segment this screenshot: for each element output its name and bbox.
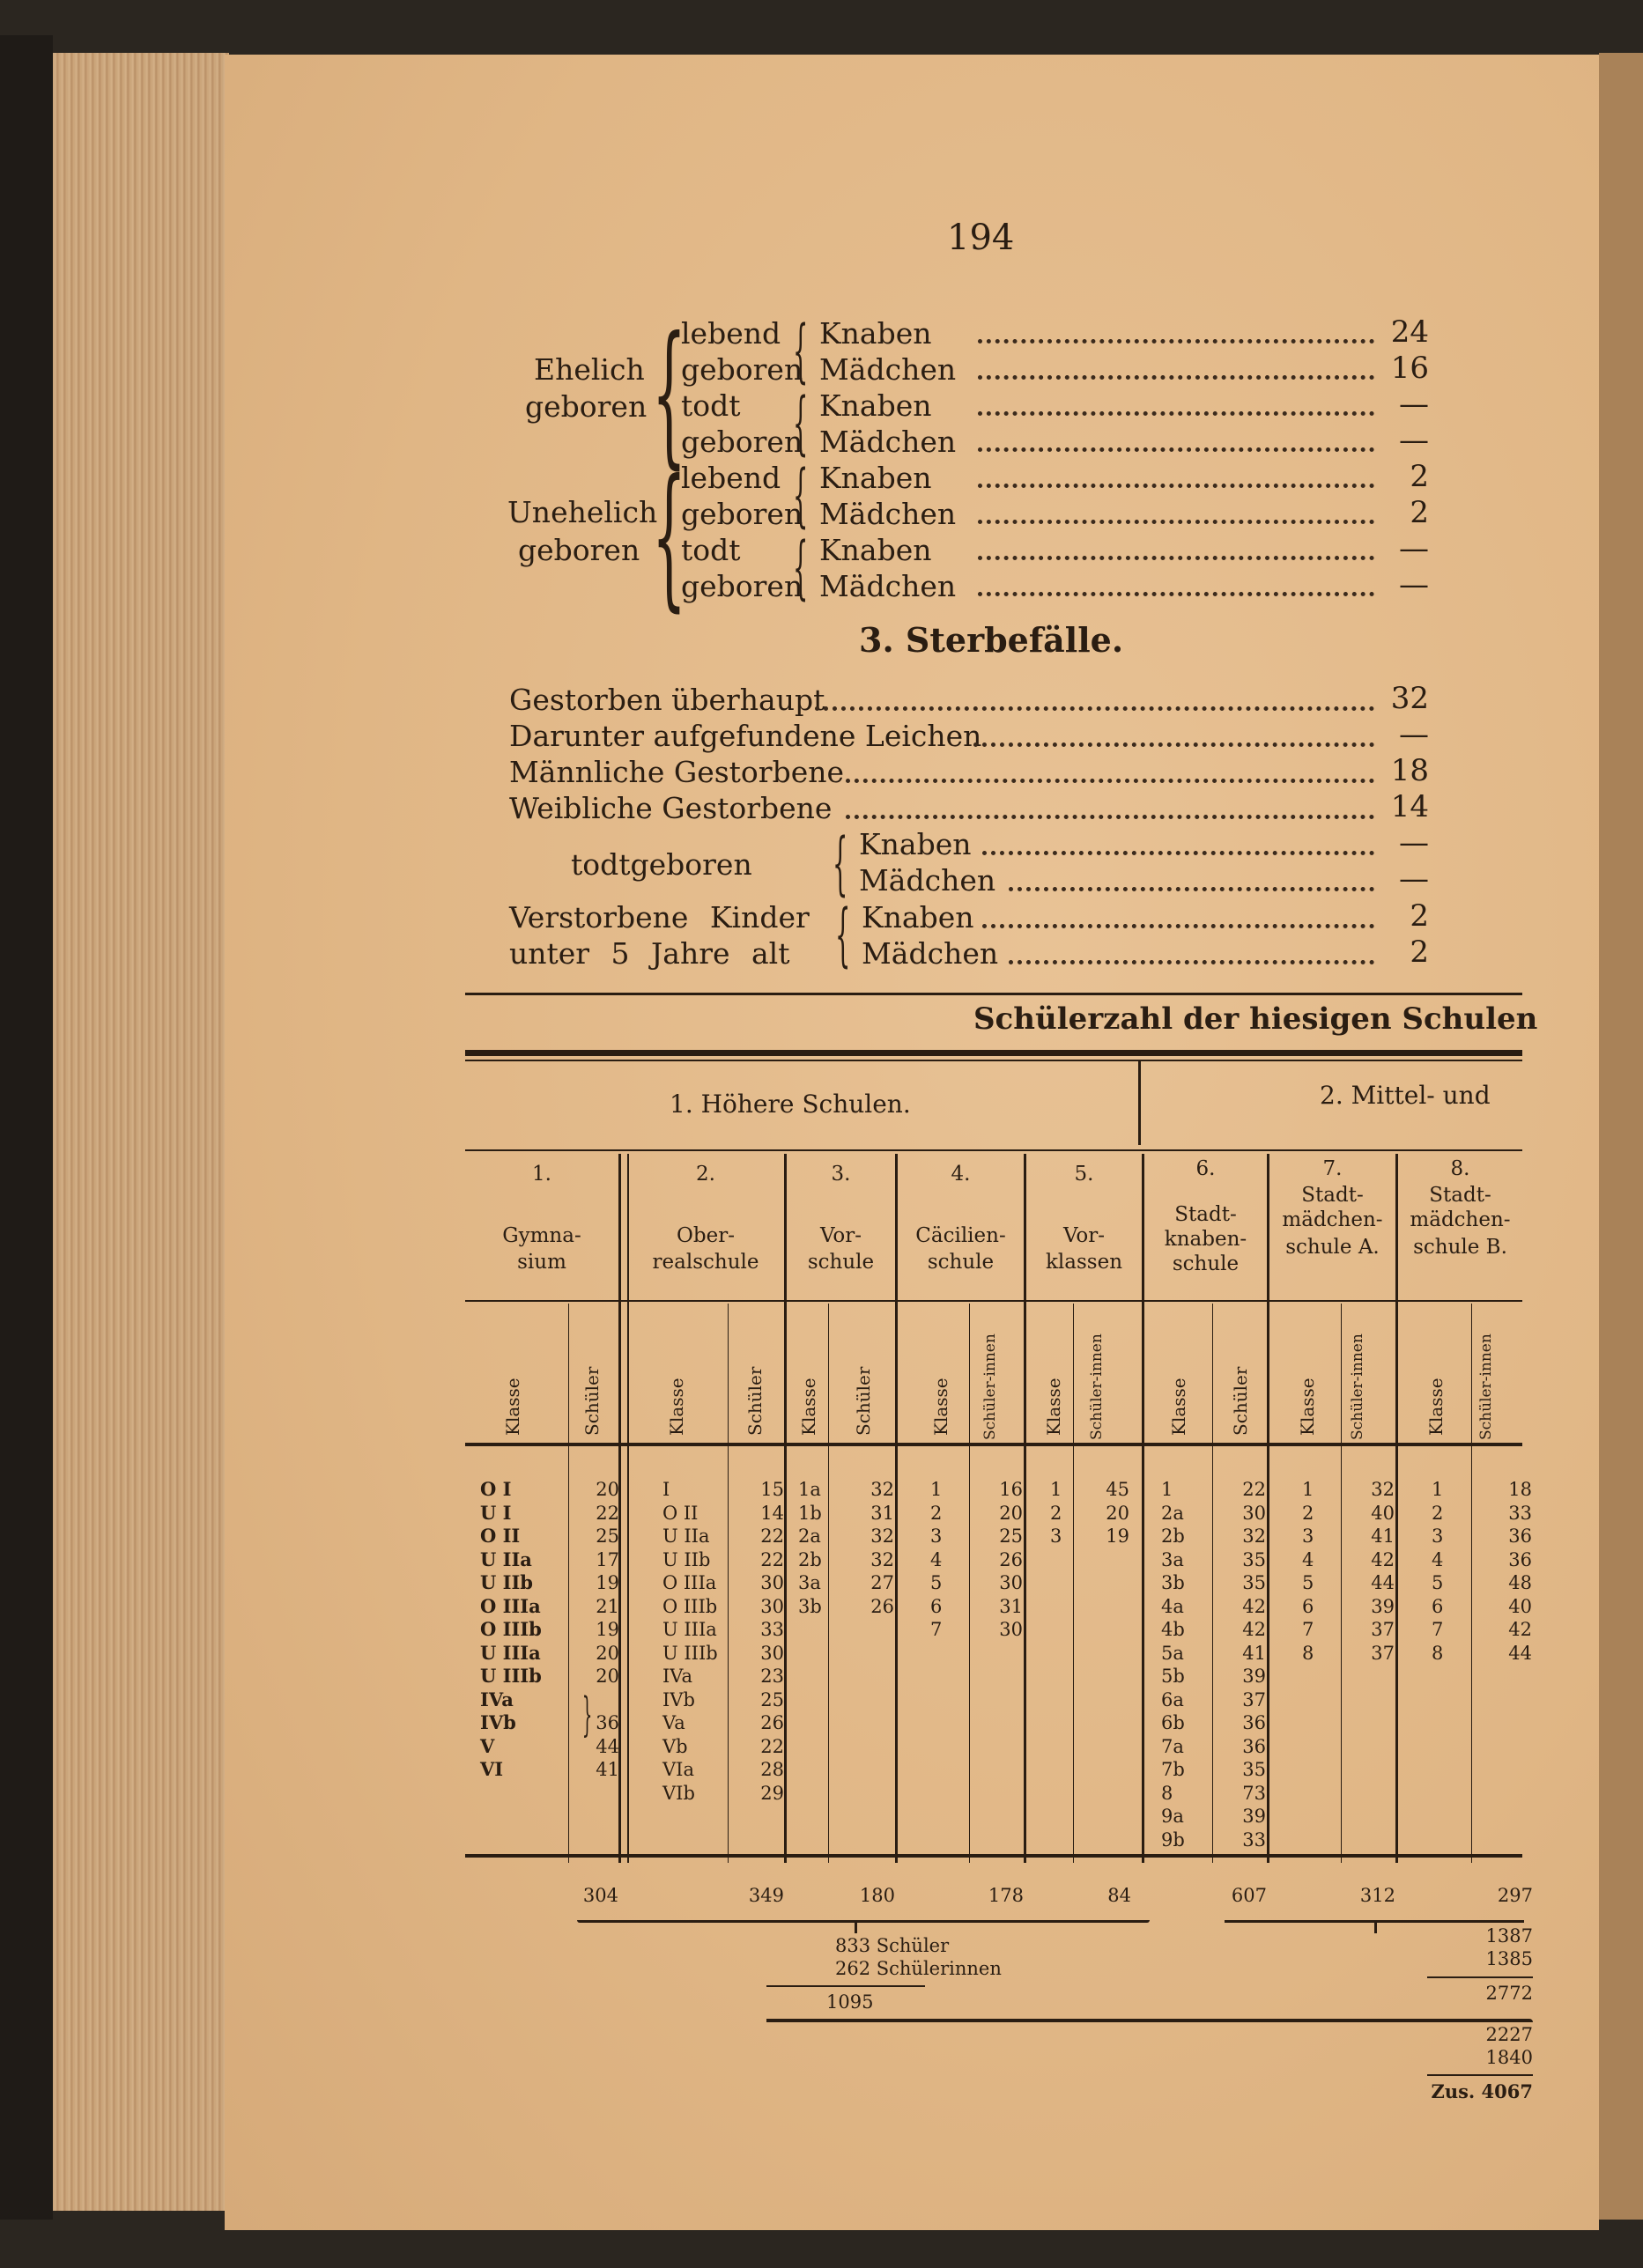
column-name: Gymna- (502, 1224, 581, 1247)
sub-divider (828, 1304, 829, 1863)
rule (465, 993, 1522, 995)
column-total: 312 (1359, 1885, 1395, 1906)
column-name: knaben- (1164, 1228, 1247, 1251)
column-divider (1267, 1154, 1269, 1863)
sex-label: Mädchen (859, 863, 996, 898)
sub-divider (1212, 1304, 1213, 1863)
column-number: 6. (1195, 1157, 1216, 1180)
column-total: 607 (1231, 1885, 1267, 1906)
sub-divider (969, 1304, 970, 1863)
value: — (1399, 825, 1429, 861)
right-sum: 1385 (1485, 1948, 1533, 1969)
sub-header-klasse: Klasse (1043, 1378, 1064, 1436)
sub-divider (1073, 1304, 1074, 1863)
value: — (1399, 423, 1429, 458)
column-name: Cäcilien- (915, 1224, 1006, 1247)
rule (465, 1060, 1522, 1061)
right-sum: 1840 (1485, 2047, 1533, 2068)
sex-label: Knaben (819, 461, 932, 495)
group-label: Ehelich (534, 352, 645, 387)
sub-header-klasse: Klasse (666, 1378, 687, 1436)
group-label: geboren (518, 533, 640, 567)
sex-label: Knaben (862, 900, 974, 935)
pupil-list: 20 22 25 17 19 21 19 20 20 36 44 41 (596, 1479, 619, 1780)
sub-header-klasse: Klasse (1297, 1378, 1318, 1436)
sex-label: Knaben (819, 533, 932, 567)
status-label: geboren (681, 569, 803, 603)
leader-dots (978, 339, 1374, 344)
death-label: Männliche Gestorbene (509, 755, 844, 789)
book-spine (0, 35, 53, 2220)
summation-brace (577, 1920, 1150, 1923)
sex-label: Knaben (819, 316, 932, 351)
value: 14 (1390, 789, 1429, 824)
sub-header-schueler: Schüler (853, 1366, 874, 1436)
sub-header-schuelerinnen: Schüler-innen (981, 1333, 999, 1440)
summation-brace (766, 2019, 1533, 2022)
pupil-list: 22 30 32 35 35 42 42 41 39 37 36 36 35 73 39 33 (1242, 1479, 1266, 1851)
class-list: 1 2 3 4 5 6 7 8 (1302, 1479, 1314, 1664)
column-name: schule A. (1285, 1236, 1380, 1259)
class-list: 1 2 3 4 5 6 7 (930, 1479, 943, 1640)
column-name: sium (517, 1251, 566, 1274)
sub-header-schuelerinnen: Schüler-innen (1088, 1333, 1106, 1440)
group-divider (1138, 1061, 1141, 1145)
brace: { (833, 824, 848, 904)
sum-rule (1427, 2074, 1533, 2076)
stillborn-label: todtgeboren (571, 847, 752, 882)
leader-dots (978, 592, 1374, 596)
value: — (1399, 717, 1429, 752)
group-header: 1. Höhere Schulen. (670, 1090, 911, 1119)
leader-dots (978, 411, 1374, 416)
column-total: 349 (748, 1885, 784, 1906)
column-name: Ober- (677, 1224, 735, 1247)
pupil-list: 15 14 22 22 30 30 33 30 23 25 26 22 28 29 (760, 1479, 784, 1804)
pupil-list: 32 40 41 42 44 39 37 37 (1371, 1479, 1395, 1664)
value: 2 (1410, 898, 1429, 934)
column-name: schule (807, 1251, 875, 1274)
column-name: Stadt- (1301, 1184, 1364, 1207)
column-total: 297 (1497, 1885, 1533, 1906)
pupil-list: 32 31 32 32 27 26 (870, 1479, 894, 1617)
child-label: unter 5 Jahre alt (509, 936, 790, 971)
column-name: schule B. (1413, 1236, 1507, 1259)
death-label: Gestorben überhaupt (509, 683, 825, 717)
sub-header-klasse: Klasse (798, 1378, 819, 1436)
sub-divider (728, 1304, 729, 1863)
section-heading: 3. Sterbefälle. (859, 620, 1124, 660)
column-name: schule (1172, 1252, 1240, 1275)
leader-dots (978, 447, 1374, 452)
sum-boys: 833 Schüler (835, 1935, 950, 1956)
page-number: 194 (947, 218, 1015, 258)
sub-header-klasse: Klasse (502, 1378, 523, 1436)
sex-label: Knaben (819, 388, 932, 423)
column-name: realschule (652, 1251, 759, 1274)
sub-header-klasse: Klasse (1425, 1378, 1447, 1436)
leader-dots (978, 484, 1374, 488)
group-header: 2. Mittel- und (1320, 1081, 1491, 1110)
leader-dots (978, 520, 1374, 524)
page-edges (53, 53, 229, 2211)
column-name: mädchen- (1410, 1208, 1511, 1231)
sub-header-schueler: Schüler (581, 1366, 603, 1436)
sex-label: Knaben (859, 827, 972, 861)
sex-label: Mädchen (819, 425, 957, 459)
column-total: 178 (988, 1885, 1024, 1906)
status-label: lebend (681, 316, 781, 351)
status-label: geboren (681, 425, 803, 459)
brace: { (652, 447, 686, 626)
sex-label: Mädchen (819, 352, 957, 387)
summation-brace (855, 1923, 857, 1933)
column-name: mädchen- (1282, 1208, 1383, 1231)
summation-brace (1374, 1923, 1377, 1933)
class-list: 1 2 3 (1050, 1479, 1062, 1547)
pupil-list: 45 20 19 (1106, 1479, 1129, 1547)
group-label: geboren (525, 389, 648, 424)
value: 16 (1390, 351, 1429, 386)
column-total: 180 (859, 1885, 895, 1906)
rule (465, 1300, 1522, 1302)
leader-dots (978, 375, 1374, 380)
column-number: 1. (532, 1163, 551, 1186)
value: 24 (1390, 314, 1429, 350)
grand-total: Zus. 4067 (1431, 2080, 1533, 2102)
sub-divider (1341, 1304, 1342, 1863)
right-sum: 1387 (1485, 1925, 1533, 1947)
column-name: Stadt- (1429, 1184, 1491, 1207)
column-number: 4. (951, 1163, 971, 1186)
column-name: Vor- (819, 1224, 862, 1247)
class-list: I O II U IIa U IIb O IIIa O IIIb U IIIa U IIIb IVa IVb Va Vb VIa VIb (662, 1479, 718, 1804)
leader-dots (982, 851, 1374, 855)
column-name: klassen (1045, 1251, 1123, 1274)
next-page-edge (1599, 53, 1643, 2220)
brace: { (793, 384, 809, 463)
value: 2 (1410, 459, 1429, 494)
column-number: 5. (1074, 1163, 1094, 1186)
sum-girls: 262 Schülerinnen (835, 1958, 1002, 1979)
class-list: 1 2 3 4 5 6 7 8 (1432, 1479, 1444, 1664)
sub-header-klasse: Klasse (930, 1378, 951, 1436)
rule (465, 1149, 1522, 1151)
status-label: todt (681, 388, 741, 423)
sum-rule (766, 1985, 925, 1987)
sub-header-klasse: Klasse (1168, 1378, 1189, 1436)
sub-header-schuelerinnen: Schüler-innen (1349, 1333, 1366, 1440)
value: — (1399, 567, 1429, 602)
sum-rule (1427, 1976, 1533, 1978)
column-total: 84 (1107, 1885, 1131, 1906)
sub-header-schuelerinnen: Schüler-innen (1477, 1333, 1495, 1440)
sex-label: Mädchen (819, 497, 957, 531)
column-total: 304 (582, 1885, 618, 1906)
group-label: Unehelich (507, 495, 658, 529)
leader-dots (1009, 960, 1374, 964)
column-name: Stadt- (1174, 1203, 1237, 1226)
value: — (1399, 387, 1429, 422)
class-list: O I U I O II U IIa U IIb O IIIa O IIIb U IIIa U IIIb IVa IVb V VI (480, 1478, 542, 1780)
leader-dots (846, 779, 1374, 783)
value: 2 (1410, 495, 1429, 530)
leader-dots (815, 706, 1374, 711)
column-name: Vor- (1062, 1224, 1106, 1247)
column-number: 7. (1322, 1157, 1343, 1180)
column-number: 8. (1450, 1157, 1470, 1180)
column-number: 2. (696, 1163, 715, 1186)
child-label: Verstorbene Kinder (509, 900, 810, 935)
leader-dots (982, 924, 1374, 928)
status-label: todt (681, 533, 741, 567)
sub-header-schueler: Schüler (744, 1366, 766, 1436)
pupil-list: 18 33 36 36 48 40 42 44 (1508, 1479, 1532, 1664)
right-sum: 2772 (1485, 1983, 1533, 2004)
column-name: schule (927, 1251, 995, 1274)
brace: { (793, 456, 809, 536)
value: — (1399, 861, 1429, 897)
brace: { (793, 312, 809, 391)
leader-dots (978, 556, 1374, 560)
death-label: Darunter aufgefundene Leichen (509, 719, 982, 753)
column-number: 3. (831, 1163, 851, 1186)
sex-label: Mädchen (819, 569, 957, 603)
rule (465, 1050, 1522, 1056)
death-label: Weibliche Gestorbene (509, 791, 833, 825)
column-divider (1395, 1154, 1398, 1863)
value: — (1399, 531, 1429, 566)
class-list: 1a 1b 2a 2b 3a 3b (798, 1479, 822, 1617)
table-title: Schülerzahl der hiesigen Schulen (973, 1001, 1538, 1037)
leader-dots (846, 815, 1374, 819)
rule (465, 1854, 1522, 1858)
status-label: geboren (681, 352, 803, 387)
status-label: geboren (681, 497, 803, 531)
right-sum: 2227 (1485, 2024, 1533, 2045)
sum-total: 1095 (826, 1991, 874, 2013)
sex-label: Mädchen (862, 936, 999, 971)
brace: { (652, 305, 686, 484)
brace: { (581, 1691, 593, 1744)
value: 32 (1390, 681, 1429, 716)
sub-divider (1471, 1304, 1472, 1863)
brace: { (793, 528, 809, 608)
value: 2 (1410, 935, 1429, 970)
brace: { (835, 896, 851, 975)
class-list: 1 2a 2b 3a 3b 4a 4b 5a 5b 6a 6b 7a 7b 8 9a 9b (1161, 1479, 1185, 1851)
leader-dots (973, 742, 1374, 747)
sub-header-schueler: Schüler (1230, 1366, 1251, 1436)
status-label: lebend (681, 461, 781, 495)
leader-dots (1009, 887, 1374, 891)
value: 18 (1390, 753, 1429, 788)
pupil-list: 16 20 25 26 30 31 30 (999, 1479, 1023, 1640)
rule (465, 1443, 1522, 1446)
sub-divider (568, 1304, 569, 1863)
